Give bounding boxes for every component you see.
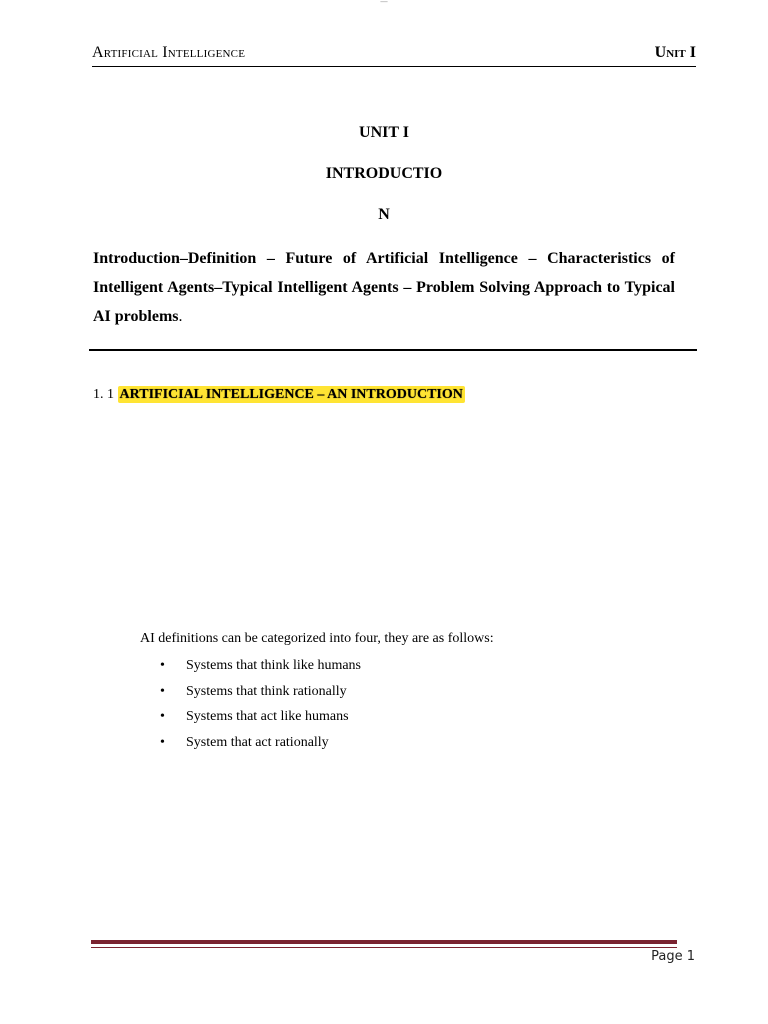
section-title: ARTIFICIAL INTELLIGENCE – AN INTRODUCTION bbox=[119, 387, 463, 402]
syllabus-text: Introduction–Definition – Future of Artificial Intelligence – Characteristics of Intelligent Agents–Typical Intelligent Agents – Problem Solving Approach to Typical AI problems bbox=[93, 250, 675, 325]
list-item bbox=[160, 681, 361, 707]
section-heading bbox=[93, 387, 465, 403]
chapter-title-line2: N bbox=[378, 206, 390, 223]
bullet-icon: • bbox=[160, 658, 165, 673]
list-item-text: System that act rationally bbox=[186, 734, 329, 750]
page-number: Page 1 bbox=[651, 949, 695, 964]
header-title: Artificial Intelligence bbox=[92, 44, 246, 61]
list-item-text: Systems that act like humans bbox=[186, 709, 349, 724]
footer-rule bbox=[91, 940, 677, 944]
definitions-intro: AI definitions can be categorized into four, they are as follows: bbox=[140, 631, 494, 646]
bullet-icon: • bbox=[160, 734, 165, 750]
list-item-text: Systems that think rationally bbox=[186, 683, 347, 699]
list-item bbox=[160, 655, 361, 681]
chapter-title-line1: INTRODUCTIO bbox=[325, 165, 443, 182]
section-number: 1. 1 bbox=[93, 387, 114, 402]
bullet-icon: • bbox=[160, 709, 165, 724]
syllabus-period: . bbox=[178, 308, 183, 325]
header-unit: Unit I bbox=[654, 44, 696, 61]
footer-rule-thin bbox=[91, 947, 677, 948]
section-divider bbox=[89, 349, 697, 351]
unit-title: UNIT I bbox=[359, 124, 409, 141]
list-item bbox=[160, 732, 361, 758]
page-header bbox=[92, 44, 696, 67]
bullet-icon: • bbox=[160, 683, 165, 699]
list-item bbox=[160, 706, 361, 732]
top-mark: — bbox=[380, 0, 388, 6]
list-item-text: Systems that think like humans bbox=[186, 658, 361, 673]
syllabus-paragraph bbox=[93, 244, 675, 331]
definitions-list bbox=[160, 655, 361, 757]
